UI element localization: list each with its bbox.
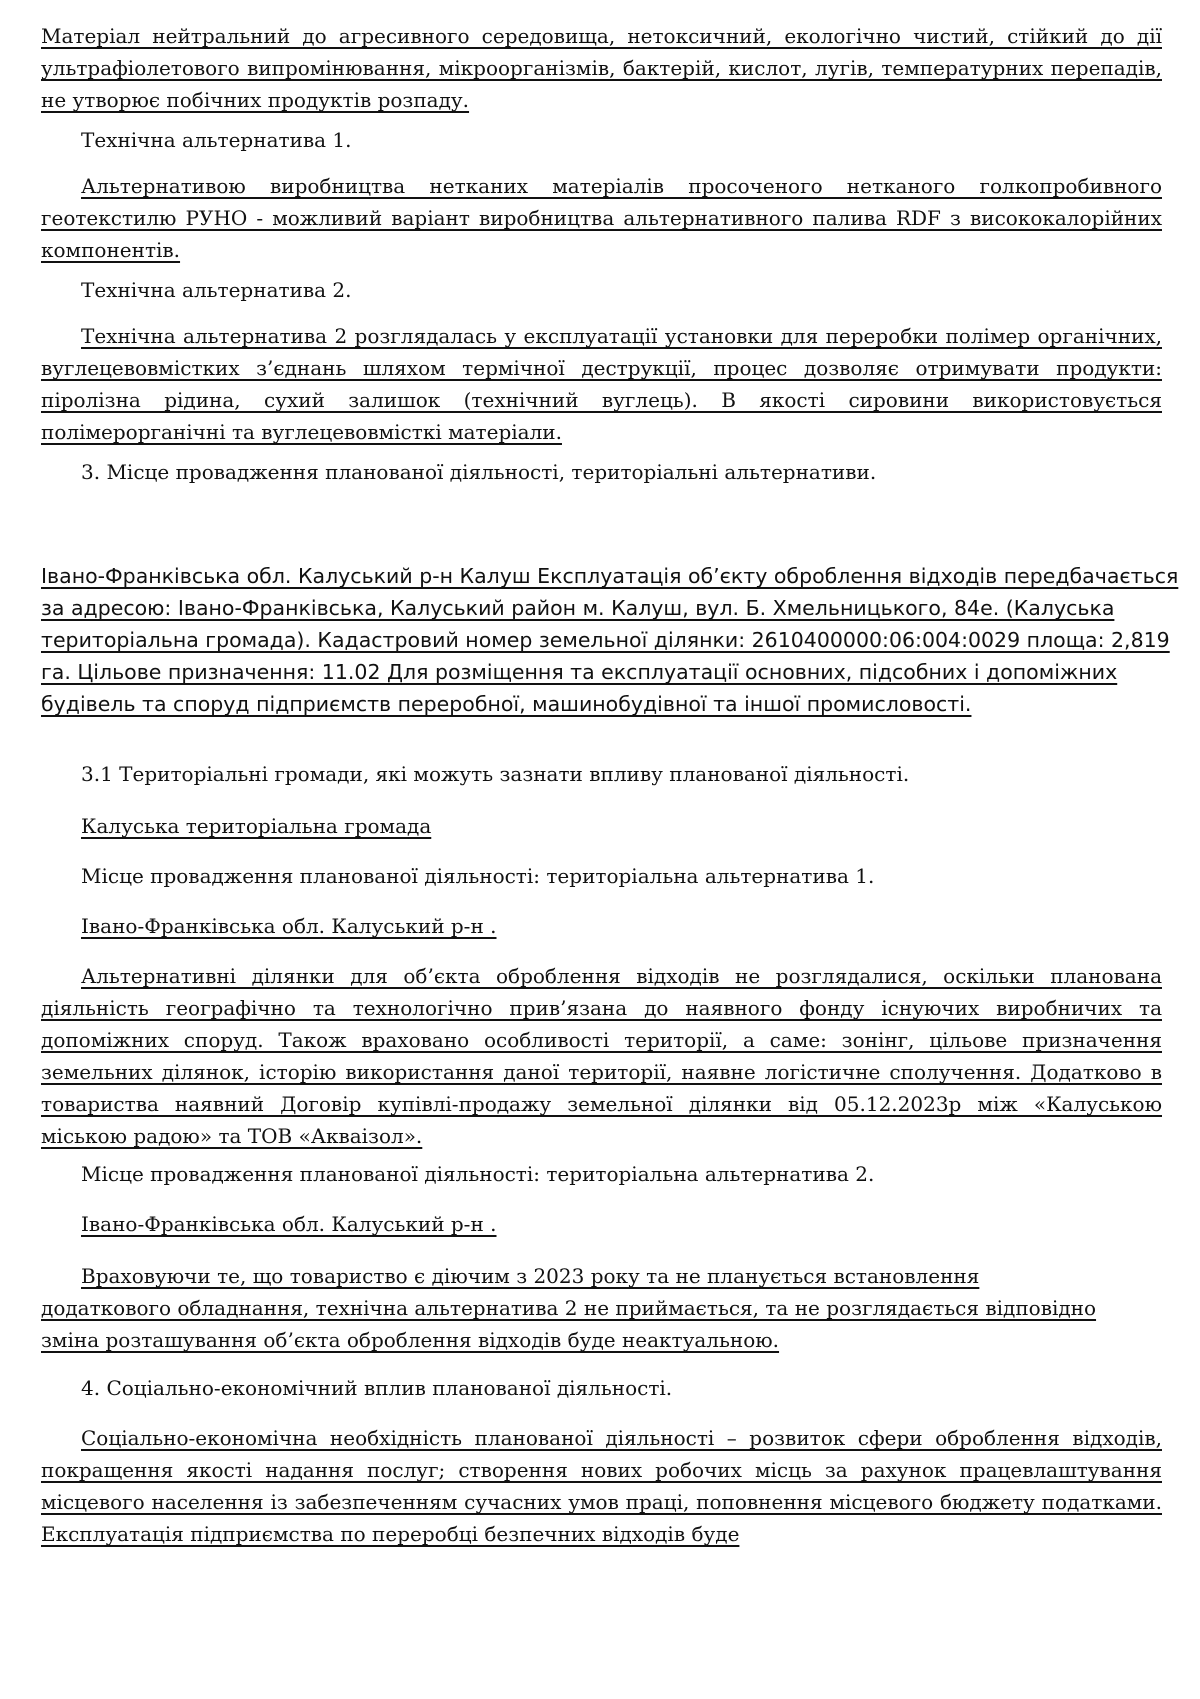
heading-text: Місце провадження планованої діяльності: територіальна альтернатива 2. bbox=[81, 1162, 875, 1186]
territorial-alternative-1-heading bbox=[41, 860, 1162, 892]
heading-text: Місце провадження планованої діяльності: територіальна альтернатива 1. bbox=[81, 864, 875, 888]
heading-text: 3.1 Територіальні громади, які можуть зазнати впливу планованої діяльності. bbox=[81, 762, 910, 786]
paragraph-text: Альтернативою виробництва нетканих матеріалів просоченого нетканого голкопробивного геотекстилю РУНО - можливий варіант виробництва альтернативного палива RDF з висококалорійних компонентів. bbox=[41, 174, 1162, 262]
heading-text: 4. Соціально-економічний вплив планованої діяльності. bbox=[81, 1376, 673, 1400]
technical-alternative-2-paragraph bbox=[41, 320, 1162, 448]
paragraph-text: Технічна альтернатива 2 розглядалась у експлуатації установки для переробки полімер органічних, вуглецевовмістких з’єднань шляхом термічної деструкції, процес дозволяє отримувати продукти: піролізна рідина, сухий залишок (технічний вуглець). В якості сировини використовується полімерорганічні та вуглецевовмісткі матеріали. bbox=[41, 324, 1162, 444]
paragraph-text: Враховуючи те, що товариство є діючим з 2023 року та не планується встановлення додаткового обладнання, технічна альтернатива 2 не приймається, та не розглядається відповідно зміна розташування об’єкта оброблення відходів буде неактуальною. bbox=[41, 1264, 1097, 1352]
territorial-alternative-1-paragraph bbox=[41, 960, 1162, 1152]
section-3-heading bbox=[41, 456, 1162, 488]
territorial-alternative-2-location bbox=[41, 1208, 1162, 1240]
socio-economic-paragraph bbox=[41, 1422, 1162, 1550]
technical-alternative-1-paragraph bbox=[41, 170, 1162, 266]
paragraph-text: Матеріал нейтральний до агресивного середовища, нетоксичний, екологічно чистий, стійкий до дії ультрафіолетового випромінювання, мікроорганізмів, бактерій, кислот, лугів, температурних перепадів, не утворює побічних продуктів розпаду. bbox=[41, 24, 1162, 112]
location-paragraph bbox=[41, 560, 1181, 720]
paragraph-text: Альтернативні ділянки для об’єкта оброблення відходів не розглядалися, оскільки планована діяльність географічно та технологічно прив’язана до наявного фонду існуючих виробничих та допоміжних споруд. Також враховано особливості території, а саме: зонінг, цільове призначення земельних ділянок, історію використання даної території, наявне логістичне сполучення. Додатково в товариства наявний Договір купівлі-продажу земельної ділянки від 05.12.2023р між «Калуською міською радою» та ТОВ «Акваізол». bbox=[41, 964, 1162, 1148]
territorial-alternative-2-paragraph bbox=[41, 1260, 1101, 1356]
paragraph-text: Соціально-економічна необхідність планованої діяльності – розвиток сфери оброблення відходів, покращення якості надання послуг; створення нових робочих місць за рахунок працевлаштування місцевого населення із забезпеченням сучасних умов праці, поповнення місцевого бюджету податками. Експлуатація підприємства по переробці безпечних відходів буде bbox=[41, 1426, 1162, 1546]
community-text: Калуська територіальна громада bbox=[81, 814, 432, 838]
heading-text: 3. Місце провадження планованої діяльності, територіальні альтернативи. bbox=[81, 460, 877, 484]
heading-text: Технічна альтернатива 1. bbox=[81, 128, 352, 152]
paragraph-text: Івано-Франківська обл. Калуський р-н Калуш Експлуатація об’єкту оброблення відходів передбачається за адресою: Івано-Франківська, Калуський район м. Калуш, вул. Б. Хмельницького, 84е. (Калуська територіальна громада). Кадастровий номер земельної ділянки: 2610400000:06:004:0029 площа: 2,819 га. Цільове призначення: 11.02 Для розміщення та експлуатації основних, підсобних і допоміжних будівель та споруд підприємств переробної, машинобудівної та іншої промисловості. bbox=[41, 564, 1179, 716]
location-text: Івано-Франківська обл. Калуський р-н . bbox=[81, 1212, 497, 1236]
territorial-alternative-1-location bbox=[41, 910, 1162, 942]
technical-alternative-2-heading bbox=[41, 274, 1162, 306]
section-3-1-heading bbox=[41, 758, 1162, 790]
technical-alternative-1-heading bbox=[41, 124, 1162, 156]
material-properties-paragraph bbox=[41, 20, 1162, 116]
community-name bbox=[41, 810, 1162, 842]
location-text: Івано-Франківська обл. Калуський р-н . bbox=[81, 914, 497, 938]
heading-text: Технічна альтернатива 2. bbox=[81, 278, 352, 302]
territorial-alternative-2-heading bbox=[41, 1158, 1162, 1190]
section-4-heading bbox=[41, 1372, 1162, 1404]
